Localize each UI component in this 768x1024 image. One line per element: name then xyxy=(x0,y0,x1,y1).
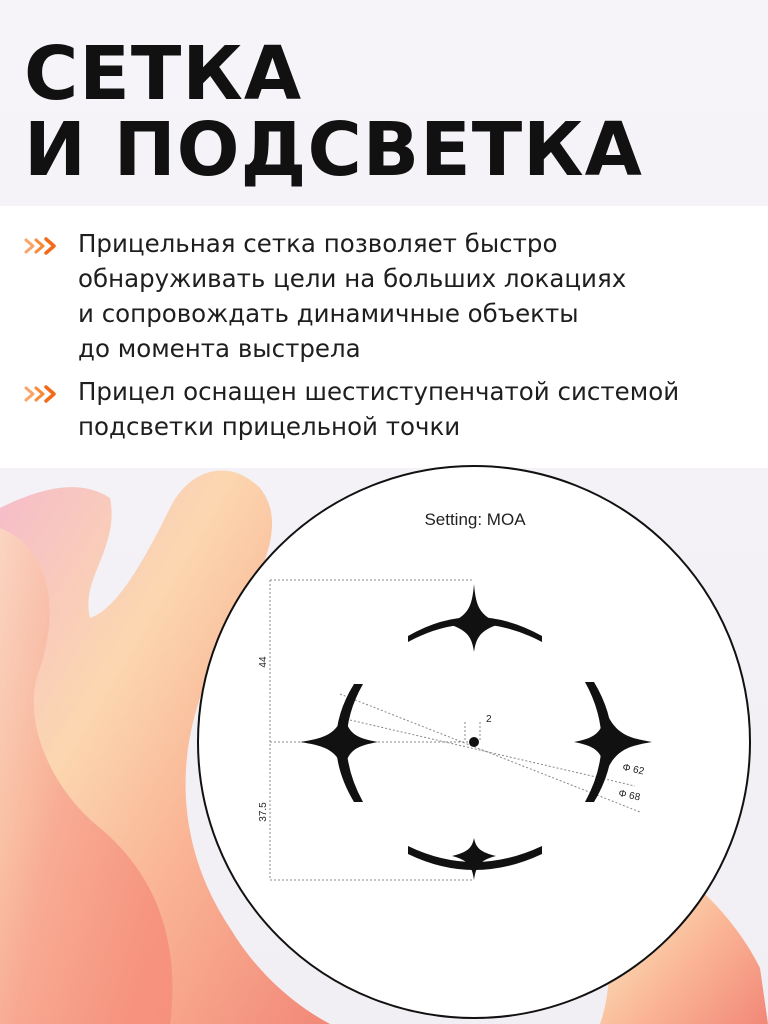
bullet-text: Прицельная сетка позволяет быстро обнаруживать цели на больших локациях и сопровождать динамичные объекты до момента выстрела xyxy=(78,229,627,363)
setting-label: Setting: MOA xyxy=(424,510,526,529)
title-line-1: СЕТКА xyxy=(24,31,303,117)
reticle-center-dot xyxy=(469,737,479,747)
dim-center-label: 2 xyxy=(486,714,492,725)
dim-top-label: 44 xyxy=(258,656,269,668)
dim-inner-diameter-label: Φ 62 xyxy=(621,762,646,778)
dim-outer-diameter-label: Φ 68 xyxy=(617,788,642,804)
bullet-text: Прицел оснащен шестиступенчатой системой подсветки прицельной точки xyxy=(78,377,680,441)
dim-bottom-label: 37.5 xyxy=(258,802,269,822)
title-line-2: И ПОДСВЕТКА xyxy=(24,107,643,193)
